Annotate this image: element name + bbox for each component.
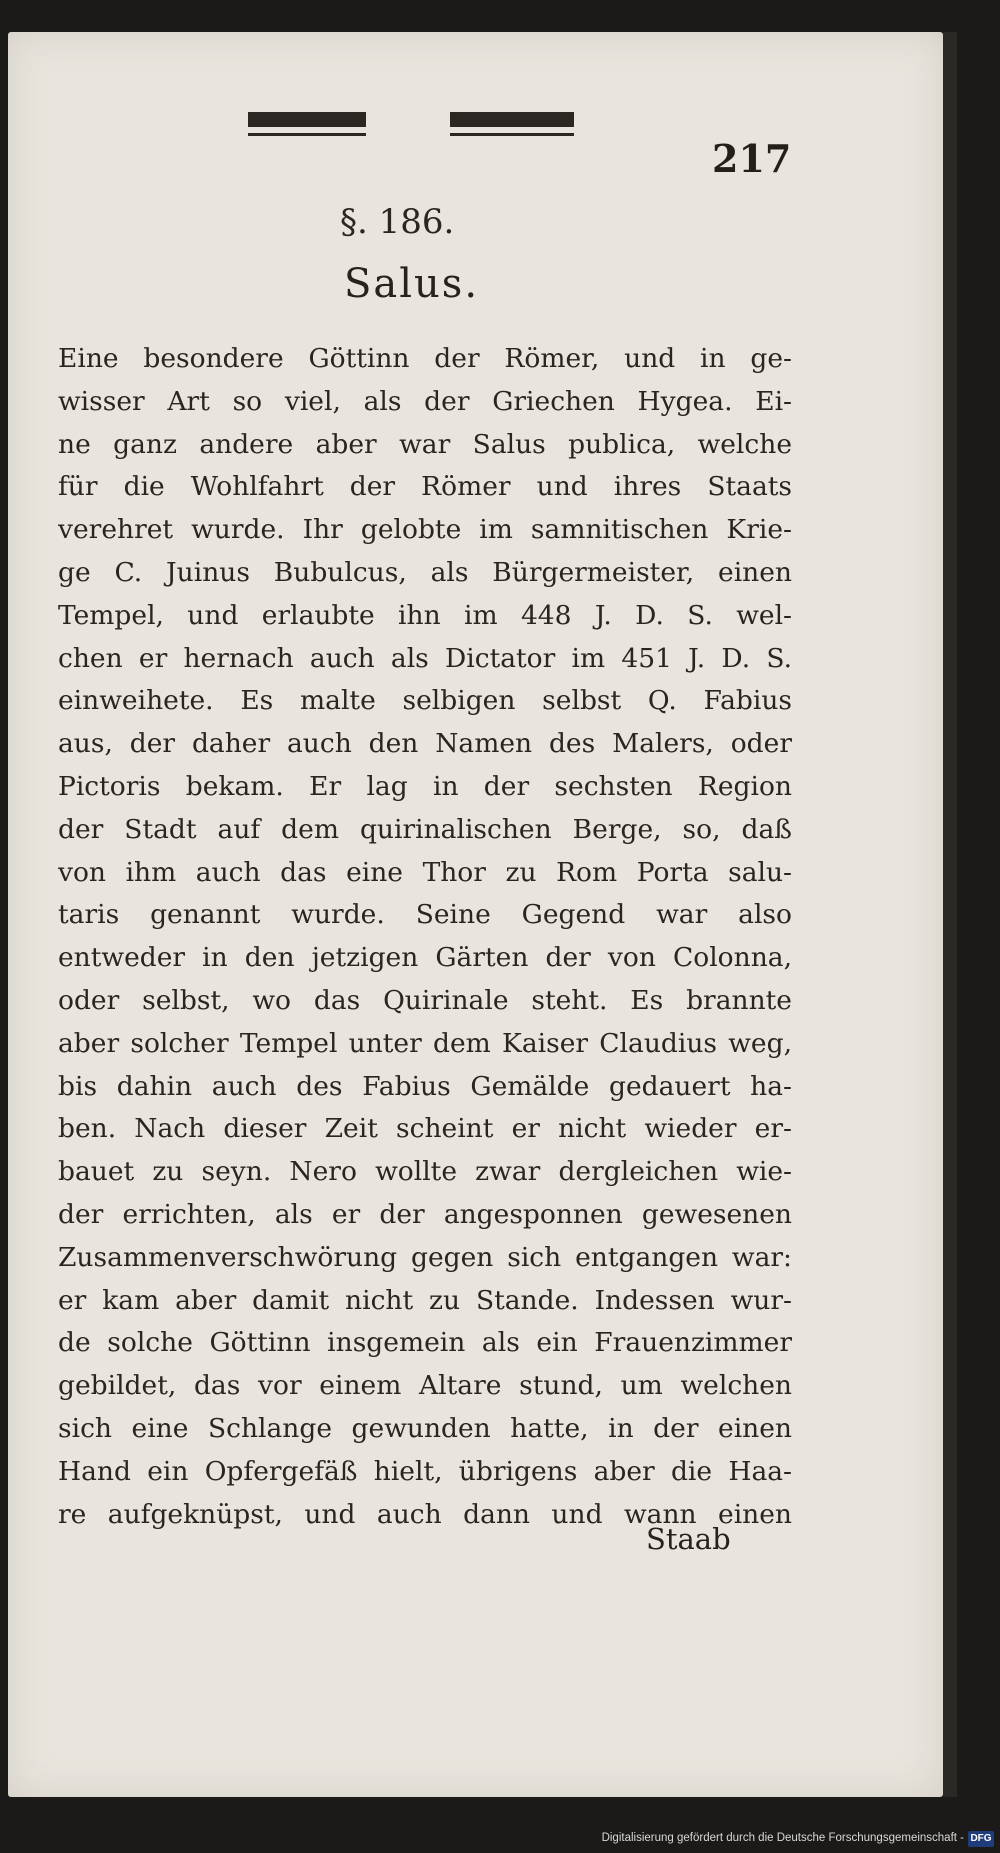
text-line: verehret wurde. Ihr gelobte im samnitischen Krie-	[58, 514, 792, 546]
page-edge	[943, 32, 957, 1797]
page-number: 217	[712, 136, 792, 181]
body-text	[58, 338, 792, 1536]
text-line: der errichten, als er der angesponnen gewesenen	[58, 1198, 792, 1230]
text-line: von ihm auch das eine Thor zu Rom Porta salu-	[58, 856, 792, 888]
section-number: §. 186.	[340, 202, 455, 242]
header-ornament-rule	[450, 112, 574, 127]
text-line: bauet zu seyn. Nero wollte zwar dergleichen wie-	[58, 1156, 792, 1188]
text-line: aus, der daher auch den Namen des Malers, oder	[58, 728, 792, 760]
text-line: entweder in den jetzigen Gärten der von Colonna,	[58, 942, 792, 974]
text-line: oder selbst, wo das Quirinale steht. Es brannte	[58, 984, 792, 1016]
text-line: re aufgeknüpst, und auch dann und wann einen	[58, 1498, 792, 1530]
header-ornament-rule	[248, 112, 366, 127]
catchword: Staab	[646, 1522, 731, 1556]
text-line: Zusammenverschwörung gegen sich entgangen war:	[58, 1241, 792, 1273]
text-line: Tempel, und erlaubte ihn im 448 J. D. S. wel-	[58, 599, 792, 631]
text-line: bis dahin auch des Fabius Gemälde gedauert ha-	[58, 1070, 792, 1102]
text-line: wisser Art so viel, als der Griechen Hygea. Ei-	[58, 385, 792, 417]
text-line: taris genannt wurde. Seine Gegend war also	[58, 899, 792, 931]
text-line: aber solcher Tempel unter dem Kaiser Claudius weg,	[58, 1027, 792, 1059]
text-line: Eine besondere Göttinn der Römer, und in ge-	[58, 343, 792, 374]
text-line: einweihete. Es malte selbigen selbst Q. Fabius	[58, 685, 792, 717]
funding-note: Digitalisierung gefördert durch die Deutsche Forschungsgemeinschaft -	[601, 1832, 964, 1844]
text-line: ne ganz andere aber war Salus publica, welche	[58, 428, 792, 460]
text-line: ben. Nach dieser Zeit scheint er nicht wieder er-	[58, 1113, 792, 1145]
text-line: sich eine Schlange gewunden hatte, in der einen	[58, 1412, 792, 1444]
text-line: Pictoris bekam. Er lag in der sechsten Region	[58, 770, 792, 802]
text-line: gebildet, das vor einem Altare stund, um welchen	[58, 1370, 792, 1402]
text-line: Hand ein Opfergefäß hielt, übrigens aber die Haa-	[58, 1455, 792, 1487]
text-line: ge C. Juinus Bubulcus, als Bürgermeister, einen	[58, 556, 792, 588]
text-line: chen er hernach auch als Dictator im 451 J. D. S.	[58, 642, 792, 674]
text-line: de solche Göttinn insgemein als ein Frauenzimmer	[58, 1327, 792, 1359]
text-line: für die Wohlfahrt der Römer und ihres Staats	[58, 471, 792, 503]
text-line: er kam aber damit nicht zu Stande. Indessen wur-	[58, 1284, 792, 1316]
dfg-logo: DFG	[968, 1831, 994, 1847]
section-title: Salus.	[344, 261, 480, 307]
text-line: der Stadt auf dem quirinalischen Berge, so, daß	[58, 813, 792, 845]
